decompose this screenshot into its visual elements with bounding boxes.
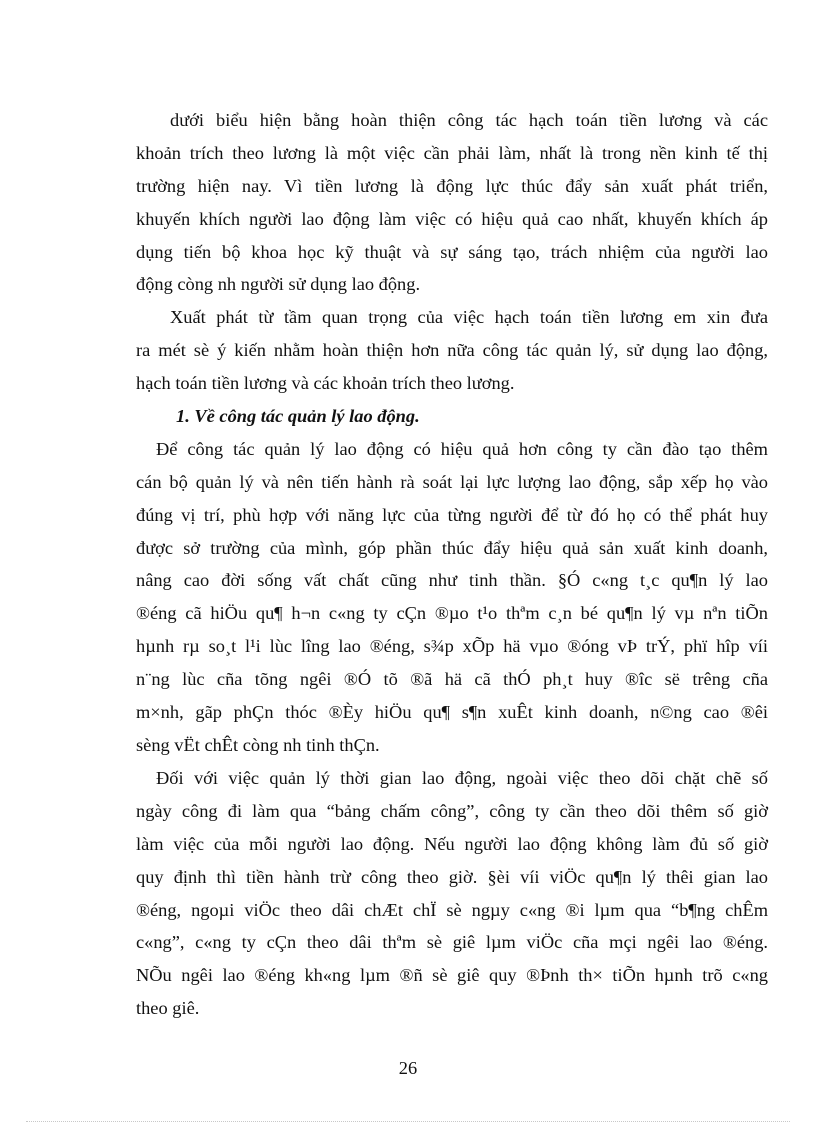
body-line: NÕu ngêi lao ®éng kh«ng lµm ®ñ sè giê quy ®Þnh th× tiÕn hµnh trõ c«ng — [136, 965, 768, 985]
body-line: ®éng cã hiÖu qu¶ h¬n c«ng ty cÇn ®µo t¹o thªm c¸n bé qu¶n lý vµ nªn tiÕn — [136, 603, 768, 623]
body-line: khoản trích theo lương là một việc cần phải làm, nhất là trong nền kinh tế thị — [136, 143, 768, 163]
body-line: sèng vËt chÊt còng nh tinh thÇn. — [136, 735, 380, 755]
body-line: hµnh rµ so¸t l¹i lùc lîng lao ®éng, s¾p xÕp hä vµo ®óng vÞ trÝ, phï hîp víi — [136, 636, 768, 656]
body-line: ®éng, ngoµi viÖc theo dâi chÆt chÏ sè ngµy c«ng ®i lµm qua “b¶ng chÊm — [136, 900, 768, 920]
body-line: cán bộ quản lý và nên tiến hành rà soát lại lực lượng lao động, sắp xếp họ vào — [136, 472, 768, 492]
body-line: quy định thì tiền hành trừ công theo giờ. §èi víi viÖc qu¶n lý thêi gian lao — [136, 867, 768, 887]
body-line: n¨ng lùc cña tõng ngêi ®Ó tõ ®ã hä cã thÓ ph¸t huy ®îc së trêng cña — [136, 669, 768, 689]
body-line: m×nh, gãp phÇn thóc ®Èy hiÖu qu¶ s¶n xuÊt kinh doanh, n©ng cao ®êi — [136, 702, 768, 722]
body-line: ngày công đi làm qua “bảng chấm công”, công ty cần theo dõi thêm số giờ — [136, 801, 768, 821]
body-line: khuyến khích người lao động làm việc có hiệu quả cao nhất, khuyến khích áp — [136, 209, 768, 229]
body-line: được sở trường của mình, góp phần thúc đẩy hiệu quả sản xuất kinh doanh, — [136, 538, 768, 558]
page-bottom-border — [26, 1121, 790, 1122]
body-line: c«ng”, c«ng ty cÇn theo dâi thªm sè giê lµm viÖc cña mçi ngêi lao ®éng. — [136, 932, 768, 952]
body-line: làm việc của mỗi người lao động. Nếu người lao động không làm đủ số giờ — [136, 834, 768, 854]
body-line: dụng tiến bộ khoa học kỹ thuật và sự sáng tạo, trách nhiệm của người lao — [136, 242, 768, 262]
body-line: Xuất phát từ tầm quan trọng của việc hạch toán tiền lương em xin đưa — [170, 307, 768, 327]
body-line: ra mét sè ý kiến nhằm hoàn thiện hơn nữa công tác quản lý, sử dụng lao động, — [136, 340, 768, 360]
body-line: hạch toán tiền lương và các khoản trích theo lương. — [136, 373, 515, 393]
section-heading: 1. Về công tác quản lý lao động. — [176, 406, 420, 426]
body-line: Đối với việc quản lý thời gian lao động, ngoài việc theo dõi chặt chẽ số — [156, 768, 768, 788]
body-line: động còng nh người sử dụng lao động. — [136, 274, 421, 294]
page-number: 26 — [398, 1058, 418, 1078]
body-line: theo giê. — [136, 998, 200, 1018]
body-line: đúng vị trí, phù hợp với năng lực của từng người để từ đó họ có thể phát huy — [136, 505, 768, 525]
body-line: dưới biểu hiện bằng hoàn thiện công tác hạch toán tiền lương và các — [170, 110, 768, 130]
body-line: trường hiện nay. Vì tiền lương là động lực thúc đẩy sản xuất phát triển, — [136, 176, 768, 196]
body-line: Để công tác quản lý lao động có hiệu quả hơn công ty cần đào tạo thêm — [156, 439, 768, 459]
body-line: nâng cao đời sống vất chất cũng như tinh thần. §Ó c«ng t¸c qu¶n lý lao — [136, 570, 768, 590]
